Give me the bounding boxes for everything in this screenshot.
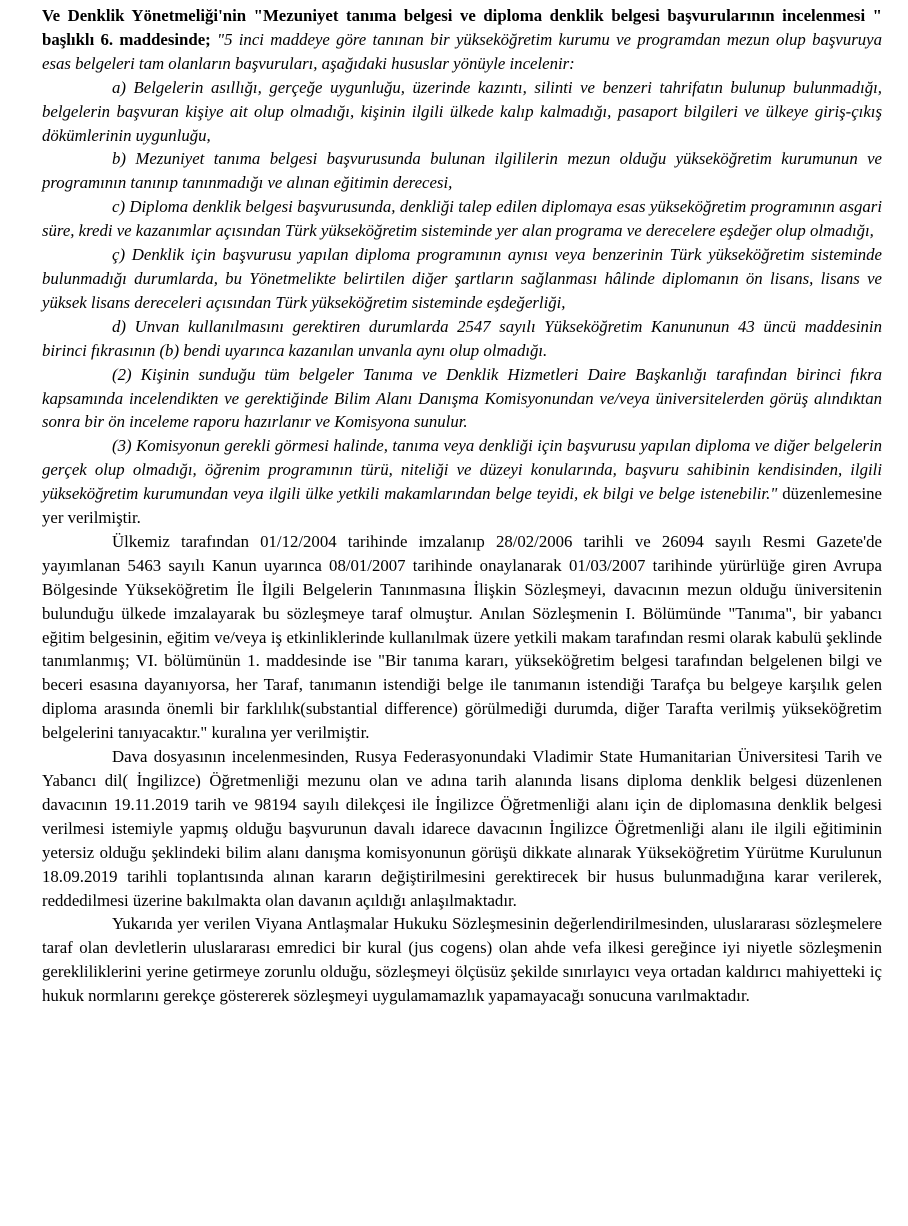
- paragraph-3-tail: düzenlemesine yer verilmiştir.: [42, 484, 882, 528]
- quoted-article-lead: "5 inci maddeye göre tanınan bir yükseköğretim kurumu ve programdan mezun olup başvuruya esas belgeleri tam olanların başvuruları, aşağıdaki hususlar yönüyle incelenir:: [42, 29, 883, 73]
- vienna-paragraph: Yukarıda yer verilen Viyana Antlaşmalar Hukuku Sözleşmesinin değerlendirilmesinden, uluslararası sözleşmelere taraf olan devletlerin uluslararası emredici bir kural (jus cogens) olan ahde vefa ilkesi gereğince iyi niyetle sözleşmenin gerekliliklerini yerine getirmeye zorunlu olduğu, sözleşmeyi ölçüsüz şekilde sınırlayıcı veya ortadan kaldırıcı mahiyetteki iç hukuk normlarını gerekçe göstererek sözleşmeyi uygulamamazlık yapamayacağı sonucuna varılmaktadır.: [42, 914, 882, 1006]
- case-paragraph: Dava dosyasının incelenmesinden, Rusya Federasyonundaki Vladimir State Humanitarian Üniversitesi Tarih ve Yabancı dil( İngilizce) Öğretmenliği mezunu olan ve adına tarih alanında lisans diploma denklik belgesi düzenlenen davacının 19.11.2019 tarih ve 98194 sayılı dilekçesi ile İngilizce Öğretmenliği alanı için de diplomasına denklik belgesi verilmesi istemiyle yapmış olduğu başvurunun davalı idarece davacının İngilizce Öğretmenliği alanı ile ilgili eğitiminin yetersiz olduğu şeklindeki bilim alanı danışma komisyonunun görüşü dikkate alınarak Yükseköğretim Yürütme Kurulunun 18.09.2019 tarihli toplantısında alınan kararın değiştirilmesini gerektirecek bir husus bulunmadığına karar verilerek, reddedilmesi üzerine bakılmakta olan davanın açıldığı anlaşılmaktadır.: [42, 747, 882, 910]
- regulation-article-heading: Ve Denklik Yönetmeliği'nin "Mezuniyet tanıma belgesi ve diploma denklik belgesi başvurularının incelenmesi " başlıklı 6. maddesinde;: [42, 6, 882, 49]
- intro-paragraph: [42, 4, 882, 76]
- paragraph-2: (2) Kişinin sunduğu tüm belgeler Tanıma ve Denklik Hizmetleri Daire Başkanlığı tarafından birinci fıkra kapsamında incelendikten ve gerektiğinde Bilim Alanı Danışma Komisyonundan ve/veya üniversitelerden görüş alındıktan sonra bir ön inceleme raporu hazırlanır ve Komisyona sunulur.: [42, 364, 882, 432]
- clause-d: d) Unvan kullanılmasını gerektiren durumlarda 2547 sayılı Yükseköğretim Kanununun 43 üncü maddesinin birinci fıkrasının (b) bendi uyarınca kazanılan unvanla aynı olup olmadığı.: [42, 316, 882, 360]
- document-page: [42, 4, 882, 1008]
- clause-b: b) Mezuniyet tanıma belgesi başvurusunda bulunan ilgililerin mezun olduğu yükseköğretim kurumunun ve programının tanınıp tanınmadığı ve alınan eğitimin derecesi,: [42, 149, 882, 193]
- paragraph-3: [42, 434, 882, 530]
- clause-a: a) Belgelerin asıllığı, gerçeğe uygunluğu, üzerinde kazıntı, silinti ve benzeri tahrifatın bulunup bulunmadığı, belgelerin başvuran kişiye ait olup olmadığı, kişinin ilgili ülkede kalıp kalmadığı, pasaport bilgileri ve ülkeye giriş-çıkış dökümlerinin uygunluğu,: [42, 77, 882, 145]
- convention-paragraph: Ülkemiz tarafından 01/12/2004 tarihinde imzalanıp 28/02/2006 tarihli ve 26094 sayılı Resmi Gazete'de yayımlanan 5463 sayılı Kanun uyarınca 08/01/2007 tarihinde onaylanarak 01/03/2007 tarihinde yürürlüğe giren Avrupa Bölgesinde Yükseköğretim İle İlgili Belgelerin Tanınmasına İlişkin Sözleşmeyi, davacının mezun olduğu üniversitenin bulunduğu ülkede imzalayarak bu sözleşmeye taraf olmuştur. Anılan Sözleşmenin I. Bölümünde "Tanıma", bir yabancı eğitim belgesinin, eğitim ve/veya iş etkinliklerinde kullanılmak üzere yetkili makam tarafından resmi olarak kabulü şeklinde tanımlanmış; VI. bölümünün 1. maddesinde ise "Bir tanıma kararı, yükseköğretim belgesi tarafından belgelenen bilgi ve beceri esasına dayanıyorsa, her Taraf, tanımanın istendiği belge ile tanımanın istendiği Tarafça bu belgeye karşılık gelen diploma arasında önemli bir farklılık(substantial difference) görülmediği durumda, diğer Tarafta verilmiş yükseköğretim belgelerini tanıyacaktır." kuralına yer verilmiştir.: [42, 531, 882, 743]
- paragraph-3-quote: (3) Komisyonun gerekli görmesi halinde, tanıma veya denkliği için başvurusu yapılan diploma ve diğer belgelerin gerçek olup olmadığı, öğrenim programının türü, niteliği ve düzeyi konularında, başvuru sahibinin kendisinden, ilgili yükseköğretim kurumundan veya ilgili ülke yetkili makamlarından belge teyidi, ek bilgi ve belge istenebilir.": [42, 436, 882, 504]
- clause-cc: ç) Denklik için başvurusu yapılan diploma programının aynısı veya benzerinin Türk yükseköğretim sisteminde bulunmadığı durumlarda, bu Yönetmelikte belirtilen diğer şartların sağlanması hâlinde diplomanın ön lisans, lisans ve yüksek lisans dereceleri açısından Türk yükseköğretim sisteminde eşdeğerliği,: [42, 245, 882, 312]
- clause-c: c) Diploma denklik belgesi başvurusunda, denkliği talep edilen diplomaya esas yükseköğretim programının asgari süre, kredi ve kazanımlar açısından Türk yükseköğretim sisteminde yer alan programa ve derecelere eşdeğer olup olmadığı,: [42, 197, 882, 241]
